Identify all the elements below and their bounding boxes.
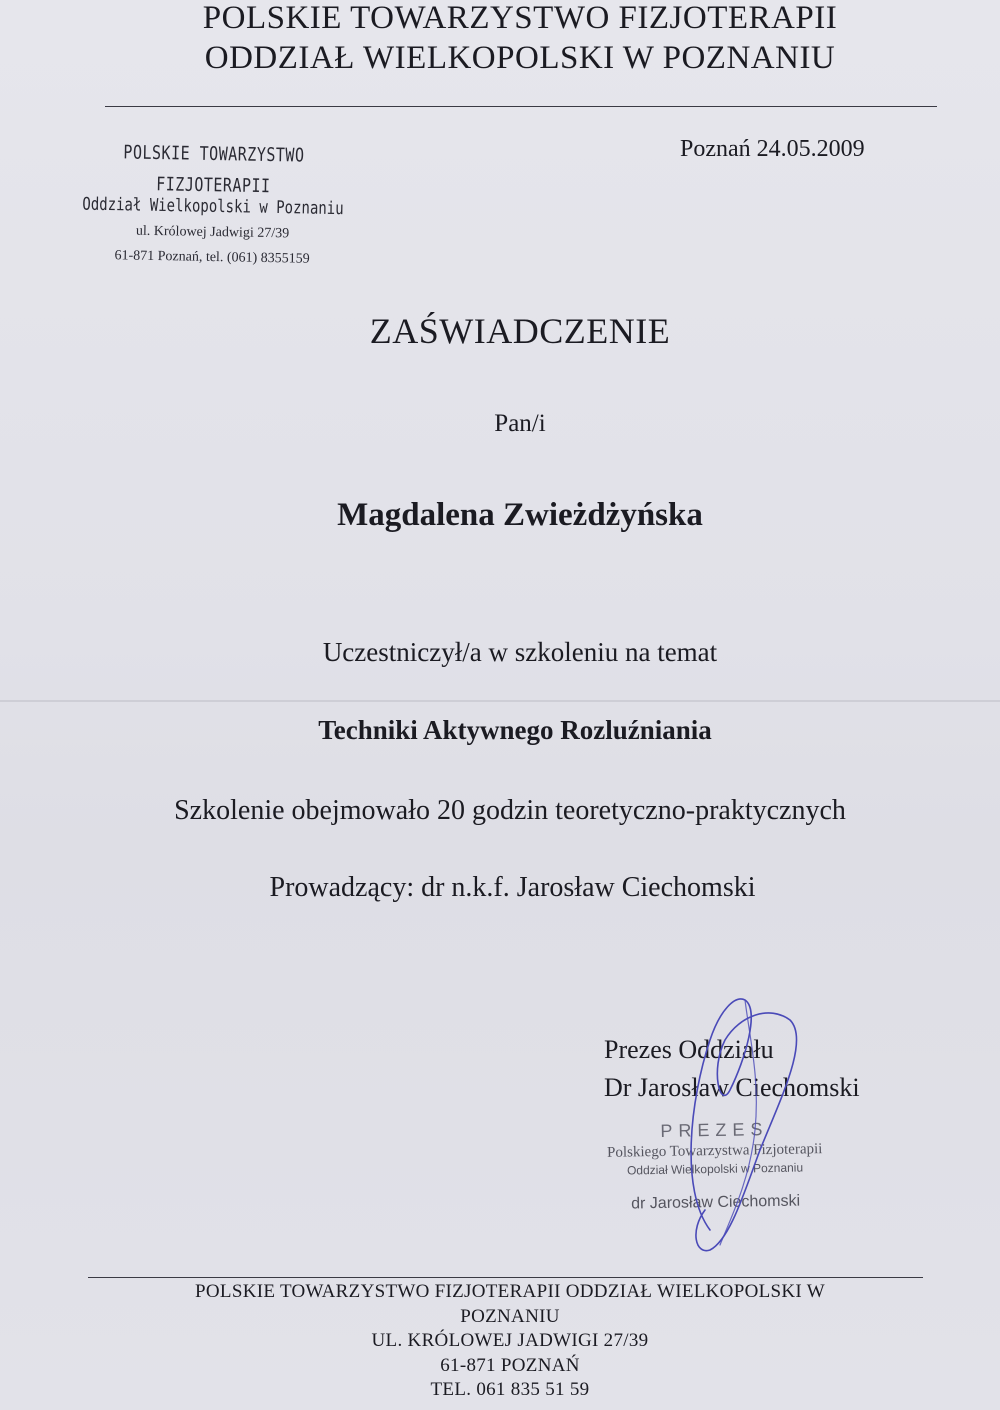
stamp-president: PREZES [660,1119,769,1141]
stamp-society: Polskiego Towarzystwa Fizjoterapii [606,1141,823,1161]
document-title: ZAŚWIADCZENIE [369,311,671,351]
signatory-name: Dr Jarosław Ciechomski [604,1073,860,1102]
stamp-line-4: 61-871 Poznań, tel. (061) 8355159 [114,248,310,267]
header-organization: POLSKIE TOWARZYSTWO FIZJOTERAPII [202,0,838,36]
participation-text: Uczestniczył/a w szkoleniu na temat [322,637,718,667]
paper-fold [0,700,1000,702]
footer-line-4: 61-871 POZNAŃ [440,1354,580,1376]
header-branch: ODDZIAŁ WIELKOPOLSKI W POZNANIU [204,40,836,76]
organization-stamp [77,140,349,273]
footer-rule [88,1277,923,1278]
footer-line-5: TEL. 061 835 51 59 [430,1379,590,1400]
handwritten-signature [650,980,820,1270]
salutation: Pan/i [494,410,546,437]
recipient-name: Magdalena Zwieżdżyńska [337,497,703,533]
stamp-signatory: dr Jarosław Ciechomski [631,1192,801,1213]
training-hours: Szkolenie obejmowało 20 godzin teoretyczno-praktycznych [174,795,846,826]
footer-line-1: POLSKIE TOWARZYSTWO FIZJOTERAPII ODDZIAŁ WIELKOPOLSKI W [195,1281,825,1302]
lecturer: Prowadzący: dr n.k.f. Jarosław Ciechomski [269,872,756,903]
document-date: Poznań 24.05.2009 [680,136,865,162]
footer-address [130,1280,890,1403]
footer-line-3: UL. KRÓLOWEJ JADWIGI 27/39 [371,1330,649,1351]
stamp-line-2: Oddział Wielkopolski w Poznaniu [82,194,344,220]
signatory-title: Prezes Oddziału [604,1035,774,1064]
stamp-line-3: ul. Królowej Jadwigi 27/39 [135,223,290,242]
header-rule [105,106,937,107]
stamp-line-1: POLSKIE TOWARZYSTWO FIZJOTERAPII [123,140,305,198]
training-topic: Techniki Aktywnego Rozluźniania [318,715,712,745]
stamp-branch: Oddział Wielkopolski w Poznaniu [626,1160,804,1178]
footer-line-2: POZNANIU [460,1305,560,1327]
